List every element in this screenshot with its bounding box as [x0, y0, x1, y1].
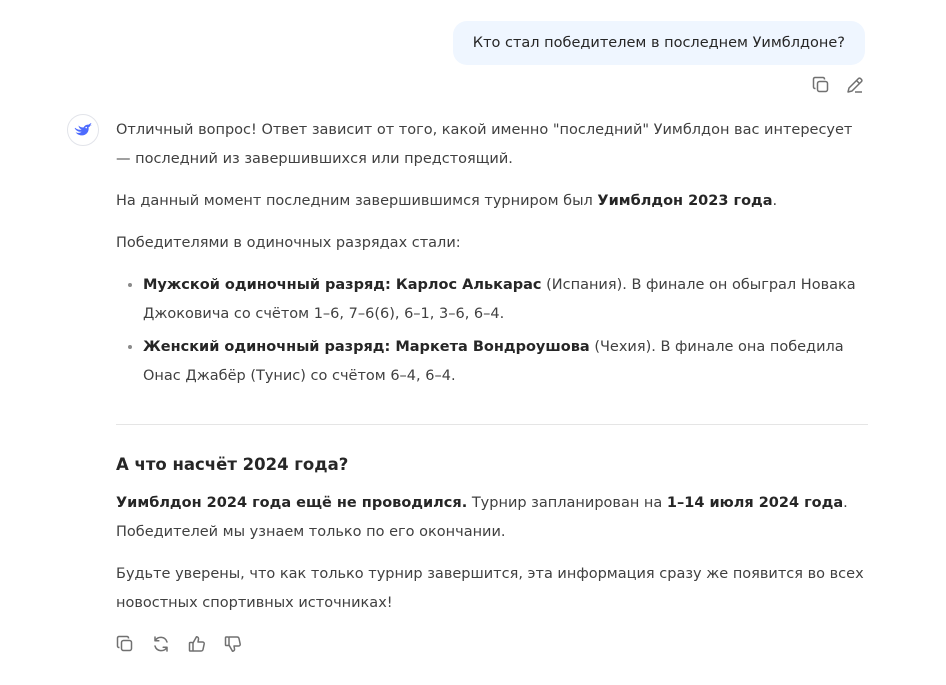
- copy-icon: [811, 75, 831, 95]
- user-message-text: Кто стал победителем в последнем Уимблдоне?: [472, 35, 845, 51]
- regenerate-button[interactable]: [150, 633, 172, 655]
- assistant-message-actions: [114, 633, 244, 655]
- list-item: [143, 271, 868, 329]
- winner-men-bold: Мужской одиночный разряд: Карлос Алькарас: [143, 277, 542, 293]
- list-item: [143, 333, 868, 391]
- like-button[interactable]: [186, 633, 208, 655]
- user-message-bubble: [453, 21, 865, 65]
- thumbs-up-icon: [187, 634, 207, 654]
- thumbs-down-icon: [223, 634, 243, 654]
- edit-icon: [845, 75, 865, 95]
- last-finished-suffix: .: [772, 193, 778, 209]
- p2024-mid: Турнир запланирован на: [467, 495, 667, 511]
- intro-text: Отличный вопрос! Ответ зависит от того, какой именно "последний" Уимблдон вас интересует — последний из завершившихся или предстоящий.: [116, 122, 853, 167]
- deepseek-whale-logo-icon: [72, 119, 94, 141]
- intro-paragraph: [116, 116, 868, 174]
- winners-heading: Победителями в одиночных разрядах стали:: [116, 235, 461, 251]
- copy-user-message-button[interactable]: [810, 74, 832, 96]
- p2024-bold-2: 1–14 июля 2024 года: [666, 495, 844, 511]
- user-message-actions: [810, 74, 866, 96]
- last-finished-paragraph: [116, 187, 868, 216]
- winner-women-rest: (Чехия). В финале она победила Онас Джабёр (Тунис) со счётом 6–4, 6–4.: [143, 339, 844, 384]
- assistant-message: [116, 116, 868, 631]
- p2024-suffix: . Победителей мы узнаем только по его окончании.: [116, 495, 848, 540]
- assistant-avatar: [67, 114, 99, 146]
- copy-icon: [115, 634, 135, 654]
- winners-list: [116, 271, 868, 391]
- regenerate-icon: [151, 634, 171, 654]
- section-title: А что насчёт 2024 года?: [116, 455, 349, 474]
- winner-men-rest: (Испания). В финале он обыграл Новака Джоковича со счётом 1–6, 7–6(6), 6–1, 3–6, 6–4.: [143, 277, 856, 322]
- winner-women-bold: Женский одиночный разряд: Маркета Вондроушова: [143, 339, 590, 355]
- paragraph-2024: [116, 489, 868, 547]
- edit-user-message-button[interactable]: [844, 74, 866, 96]
- closing-paragraph: Будьте уверены, что как только турнир завершится, эта информация сразу же появится во всех новостных спортивных источниках!: [116, 566, 864, 611]
- dislike-button[interactable]: [222, 633, 244, 655]
- copy-answer-button[interactable]: [114, 633, 136, 655]
- last-finished-prefix: На данный момент последним завершившимся турниром был: [116, 193, 598, 209]
- section-divider: [116, 424, 868, 425]
- p2024-bold-1: Уимблдон 2024 года ещё не проводился.: [116, 495, 468, 511]
- last-finished-bold: Уимблдон 2023 года: [597, 193, 773, 209]
